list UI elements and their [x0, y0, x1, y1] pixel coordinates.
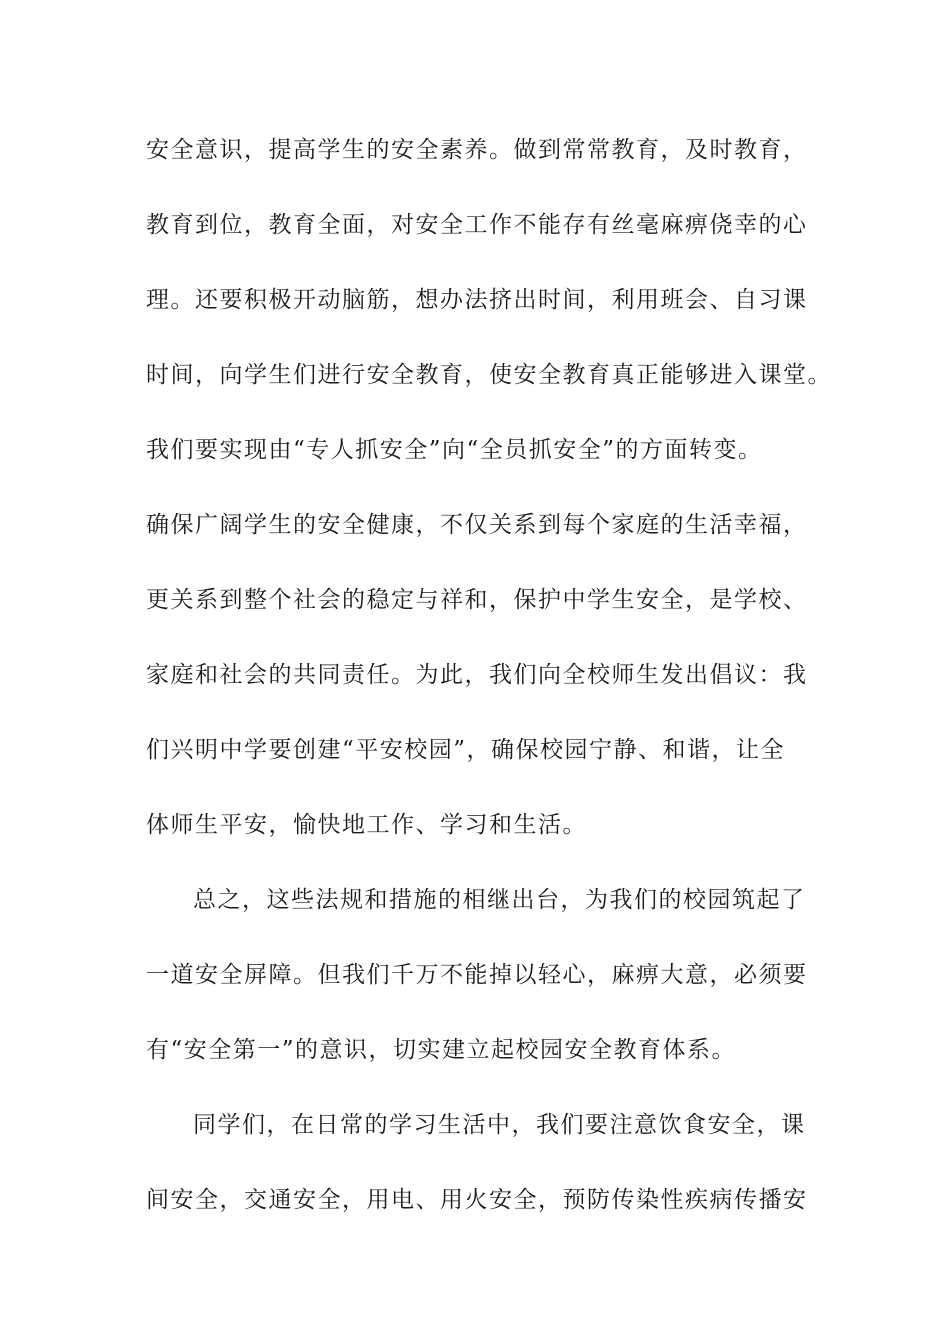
text-line: 时间，向学生们进行安全教育，使安全教育真正能够进入课堂。	[146, 362, 832, 388]
text-line: 们兴明中学要创建“平安校园”，确保校园宁静、和谐，让全	[146, 737, 786, 763]
paragraph-first-line: 同学们，在日常的学习生活中，我们要注意饮食安全，课	[193, 1112, 806, 1138]
text-line: 有“安全第一”的意识，切实建立起校园安全教育体系。	[146, 1037, 737, 1063]
text-line: 更关系到整个社会的稳定与祥和，保护中学生安全，是学校、	[146, 587, 808, 613]
text-line: 理。还要积极开动脑筋，想办法挤出时间，利用班会、自习课	[146, 287, 808, 313]
text-line: 安全意识，提高学生的安全素养。做到常常教育，及时教育，	[146, 137, 808, 163]
text-line: 间安全，交通安全，用电、用火安全，预防传染性疾病传播安	[146, 1187, 808, 1213]
text-line: 我们要实现由“专人抓安全”向“全员抓安全”的方面转变。	[146, 437, 763, 463]
text-line: 一道安全屏障。但我们千万不能掉以轻心，麻痹大意，必须要	[146, 962, 808, 988]
text-line: 家庭和社会的共同责任。为此，我们向全校师生发出倡议：我	[146, 662, 808, 688]
paragraph-first-line: 总之，这些法规和措施的相继出台，为我们的校园筑起了	[193, 887, 806, 913]
text-line: 确保广阔学生的安全健康，不仅关系到每个家庭的生活幸福，	[146, 512, 808, 538]
text-line: 教育到位，教育全面，对安全工作不能存有丝毫麻痹侥幸的心	[146, 212, 808, 238]
text-line: 体师生平安，愉快地工作、学习和生活。	[146, 812, 587, 838]
